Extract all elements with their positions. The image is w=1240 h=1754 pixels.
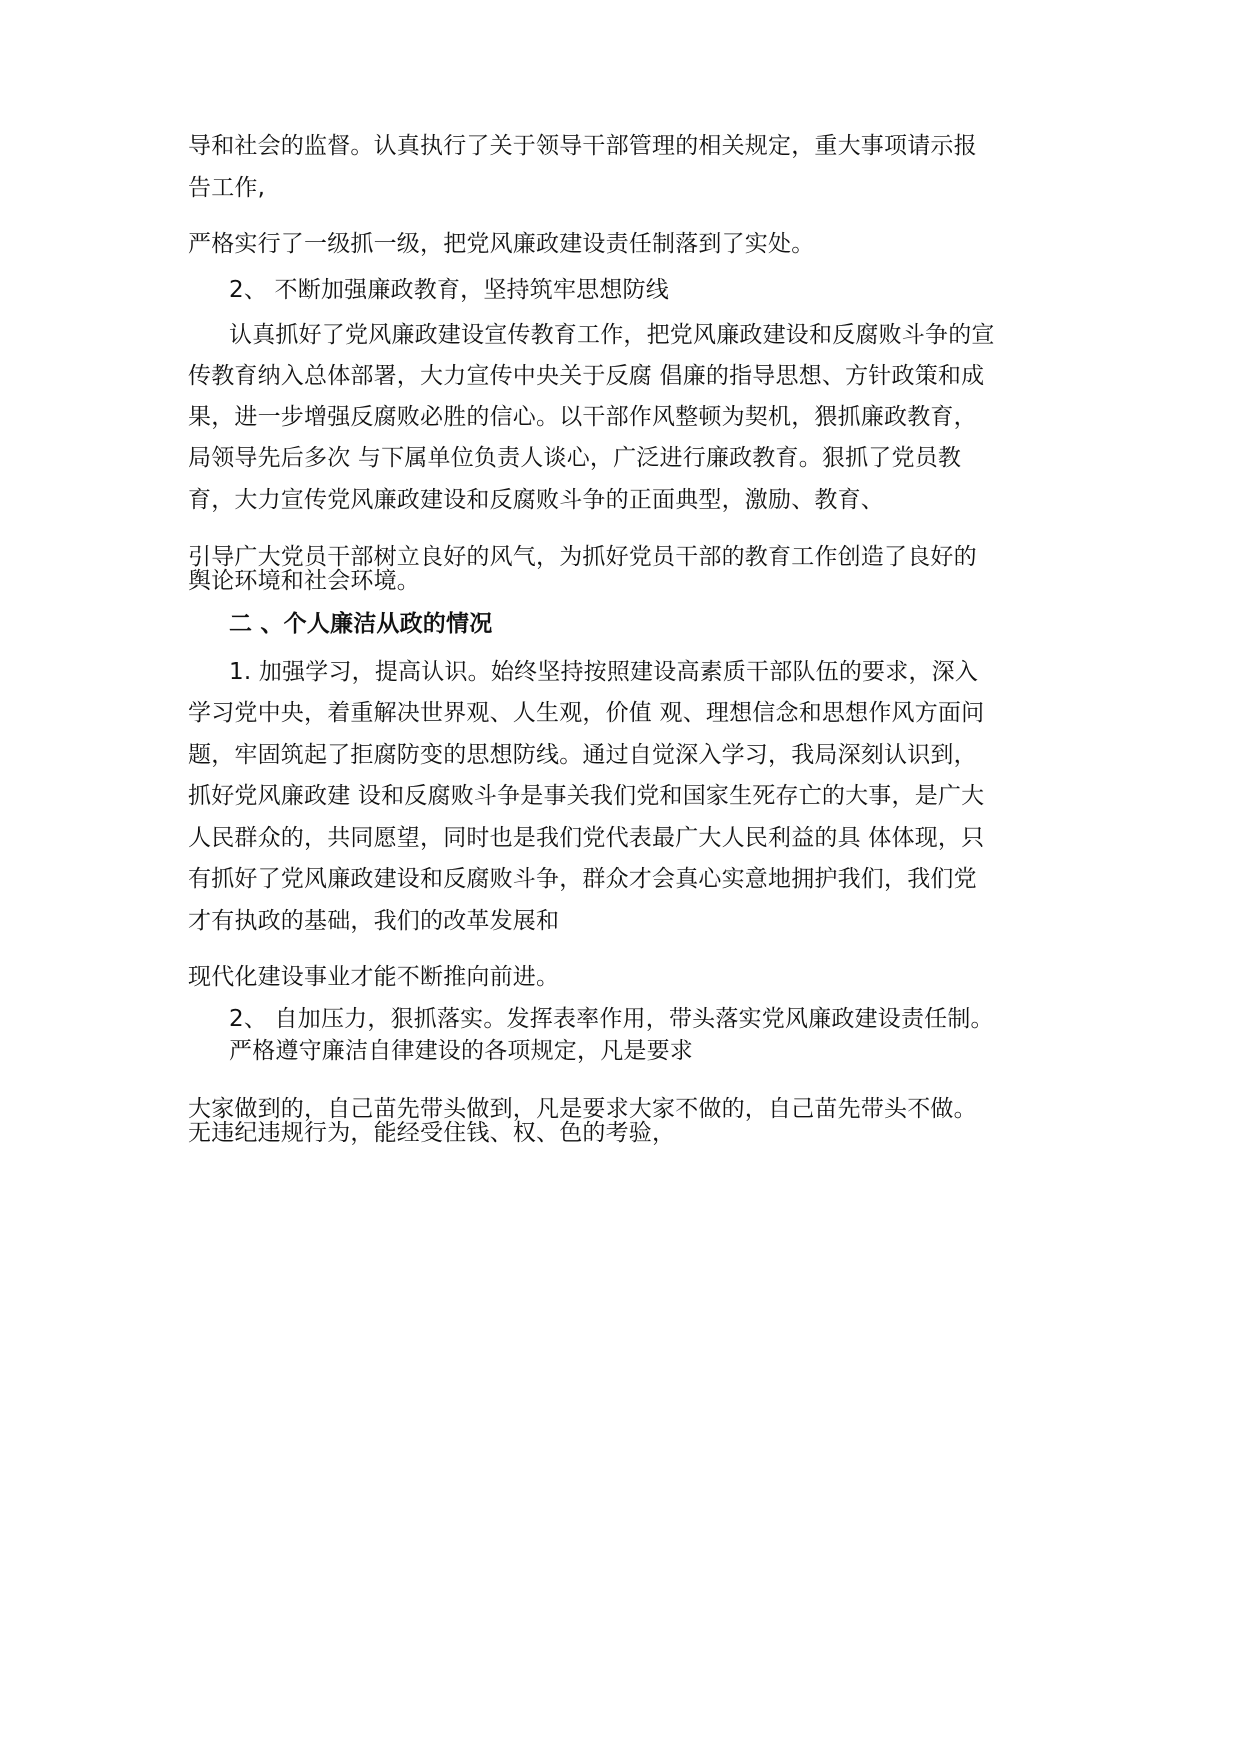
paragraph-line: 育，大力宣传党风廉政建设和反腐败斗争的正面典型，激励、教育、 <box>188 487 884 513</box>
paragraph-line: 无违纪违规行为，能经受住钱、权、色的考验， <box>188 1120 676 1146</box>
paragraph-line: 抓好党风廉政建 设和反腐败斗争是事关我们党和国家生死存亡的大事，是广大 <box>188 783 985 809</box>
section-heading: 二 、个人廉洁从政的情况 <box>229 611 493 637</box>
list-item-heading: 2、 自加压力，狠抓落实。发挥表率作用，带头落实党风廉政建设责任制。 <box>229 1006 994 1032</box>
paragraph-line: 1. 加强学习，提高认识。始终坚持按照建设高素质干部队伍的要求，深入 <box>229 659 979 685</box>
paragraph-line: 局领导先后多次 与下属单位负责人谈心，广泛进行廉政教育。狠抓了党员教 <box>188 445 962 471</box>
paragraph-line: 认真抓好了党风廉政建设宣传教育工作，把党风廉政建设和反腐败斗争的宣 <box>229 322 995 348</box>
paragraph-line: 人民群众的，共同愿望，同时也是我们党代表最广大人民利益的具 体体现，只 <box>188 825 985 851</box>
paragraph-line: 题，牢固筑起了拒腐防变的思想防线。通过自觉深入学习，我局深刻认识到， <box>188 742 977 768</box>
paragraph-line: 导和社会的监督。认真执行了关于领导干部管理的相关规定，重大事项请示报 <box>188 133 977 159</box>
list-item-heading: 2、 不断加强廉政教育，坚持筑牢思想防线 <box>229 277 669 303</box>
paragraph-line: 学习党中央，着重解决世界观、人生观，价值 观、理想信念和思想作风方面问 <box>188 700 985 726</box>
paragraph-line: 严格实行了一级抓一级，把党风廉政建设责任制落到了实处。 <box>188 231 815 257</box>
paragraph-line: 有抓好了党风廉政建设和反腐败斗争，群众才会真心实意地拥护我们，我们党 <box>188 866 977 892</box>
paragraph-line: 严格遵守廉洁自律建设的各项规定，凡是要求 <box>229 1038 693 1064</box>
paragraph-line: 大家做到的，自己苗先带头做到，凡是要求大家不做的，自己苗先带头不做。 <box>188 1096 977 1122</box>
paragraph-line: 舆论环境和社会环境。 <box>188 568 420 594</box>
paragraph-line: 果，进一步增强反腐败必胜的信心。以干部作风整顿为契机，猥抓廉政教育， <box>188 404 977 430</box>
paragraph-line: 告工作, <box>188 175 266 201</box>
paragraph-line: 才有执政的基础，我们的改革发展和 <box>188 908 560 934</box>
paragraph-line: 引导广大党员干部树立良好的风气，为抓好党员干部的教育工作创造了良好的 <box>188 544 977 570</box>
paragraph-line: 传教育纳入总体部署，大力宣传中央关于反腐 倡廉的指导思想、方针政策和成 <box>188 363 985 389</box>
paragraph-line: 现代化建设事业才能不断推向前进。 <box>188 964 560 990</box>
